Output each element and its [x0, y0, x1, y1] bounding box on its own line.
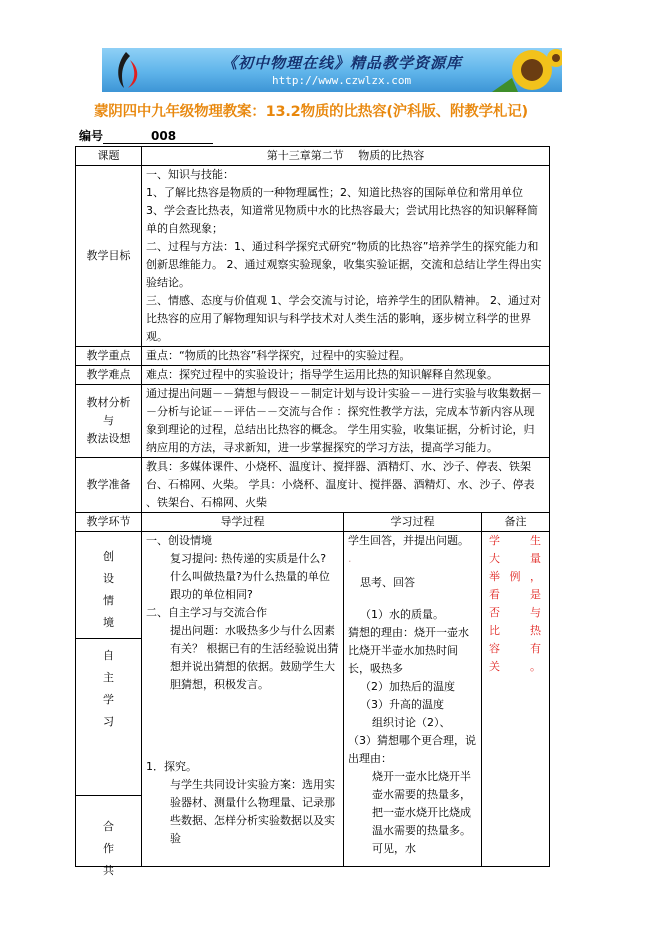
- analysis-label-line: 教材分析: [86, 396, 131, 409]
- goals-line: 一、知识与技能：: [146, 168, 234, 181]
- key-label: 教学重点: [76, 347, 142, 366]
- guide-line: 1．探究。: [146, 760, 197, 773]
- analysis-label-line: 与: [103, 414, 114, 427]
- learn-line: （2）加热后的温度: [360, 680, 455, 693]
- row-prep: [76, 458, 550, 513]
- difficulty-value: 难点：探究过程中的实验设计；指导学生运用比热的知识解释自然现象。: [142, 366, 550, 385]
- stage-header: 教学环节: [76, 513, 142, 532]
- learn-line: （1）水的质量。: [360, 608, 444, 621]
- note-line: 举例，: [489, 570, 542, 583]
- guide-column: [142, 532, 344, 867]
- document-number-value: 008: [103, 129, 213, 144]
- stage-column: [76, 532, 142, 877]
- sunflower-icon: [492, 48, 562, 92]
- document-number: [79, 127, 213, 144]
- row-key: [76, 347, 550, 366]
- course-value: 第十三章第二节 物质的比热容: [142, 147, 550, 166]
- learn-line: 烧开一壶水比烧开半壶水需要的热量多，把一壶水烧开比烧成温水需要的热量多。可见，水: [372, 770, 471, 855]
- goals-line: 1、了解比热容是物质的一种物理属性；2、知道比热容的国际单位和常用单位: [146, 186, 523, 199]
- prep-value: 教具：多媒体课件、小烧杯、温度计、搅拌器、酒精灯、水、沙子、停表、铁架台、石棉网、火柴。 学具：小烧杯、温度计、搅拌器、酒精灯、水、沙子、停表 、铁架台、石棉网、火柴: [142, 458, 550, 513]
- course-label: 课题: [76, 147, 142, 166]
- stage-create-scene: 创 设 情 境: [76, 532, 141, 639]
- key-value: 重点：“物质的比热容”科学探究，过程中的实验过程。: [142, 347, 550, 366]
- difficulty-label: 教学难点: [76, 366, 142, 385]
- note-line: 学生: [489, 534, 542, 547]
- goals-line: 3、学会查比热表，知道常见物质中水的比热容最大；尝试用比热容的知识解释简单的自然现象；: [146, 204, 538, 235]
- goals-label: 教学目标: [76, 166, 142, 347]
- banner-title: 《初中物理在线》精品教学资源库: [222, 54, 463, 72]
- stage-cooperation: 合 作 共: [103, 820, 114, 877]
- guide-line: 二、自主学习与交流合作: [146, 606, 267, 619]
- row-goals: [76, 166, 550, 347]
- learn-line: 思考、回答: [360, 576, 415, 589]
- note-line: 比热: [489, 624, 542, 637]
- banner-url: http://www.czwlzx.com: [272, 74, 412, 87]
- row-analysis: [76, 385, 550, 458]
- guide-header: 导学过程: [142, 513, 344, 532]
- document-number-label: 编号: [79, 129, 104, 143]
- note-column: [482, 532, 550, 867]
- learn-line: 组织讨论（2）、: [372, 716, 451, 729]
- learn-dot: .: [348, 552, 352, 565]
- learn-line: 学生回答，并提出问题。: [348, 534, 469, 547]
- analysis-label-line: 教法设想: [86, 432, 131, 445]
- analysis-value: 通过提出问题－－猜想与假设－－制定计划与设计实验－－进行实验与收集数据－－分析与论证－－评估－－交流与合作 ：探究性教学方法，完成本节新内容从现象到理论的过程，总结出比热容的概念。 学生用实验，收集证据，分析讨论，归纳应用的方法，寻求新知，进一步掌握探究的学习方法，提高学习能力。: [142, 385, 550, 458]
- note-line: 容有: [489, 642, 542, 655]
- guide-line: 提出问题：水吸热多少与什么因素有关？ 根据已有的生活经验说出猜想并说出猜想的依据。鼓励学生大胆猜想，积极发言。: [170, 624, 339, 691]
- row-difficulty: [76, 366, 550, 385]
- note-line: 看是: [489, 588, 542, 601]
- process-body-row: [76, 532, 550, 867]
- site-banner: [102, 48, 562, 92]
- guide-line: 与学生共同设计实验方案：选用实验器材、测量什么物理量、记录那些数据、怎样分析实验数据以及实验: [170, 778, 335, 845]
- note-line: 关。: [489, 660, 542, 673]
- guide-line: 一、创设情境: [146, 534, 212, 547]
- learn-column: [344, 532, 482, 867]
- process-header-row: [76, 513, 550, 532]
- document-title: 蒙阴四中九年级物理教案：13.2物质的比热容(沪科版、附教学札记): [94, 104, 528, 120]
- guide-line: 复习提问: 热传递的实质是什么? 什么叫做热量?为什么热量的单位跟功的单位相同?: [170, 552, 330, 601]
- goals-line: 二、过程与方法：1、通过科学探究式研究“物质的比热容”培养学生的探究能力和创新思维能力。 2、通过观察实验现象，收集实验证据，交流和总结让学生得出实验结论。: [146, 240, 542, 289]
- lesson-plan-table: [75, 146, 550, 877]
- goals-line: 三、情感、态度与价值观 1、学会交流与讨论，培养学生的团队精神。 2、通过对比热容的应用了解物理知识与科学技术对人类生活的影响，逐步树立科学的世界观。: [146, 294, 541, 343]
- site-logo-icon: [112, 50, 144, 90]
- prep-label: 教学准备: [76, 458, 142, 513]
- analysis-label: [76, 385, 142, 458]
- learn-line: （3）升高的温度: [360, 698, 444, 711]
- learn-line: （3）猜想哪个更合理，说出理由：: [348, 734, 476, 765]
- learn-line: 猜想的理由：烧开一壶水比烧开半壶水加热时间长，吸热多: [348, 626, 469, 675]
- goals-content: [142, 166, 550, 347]
- note-header: 备注: [482, 513, 550, 532]
- note-line: 大量: [489, 552, 542, 565]
- learn-header: 学习过程: [344, 513, 482, 532]
- note-line: 否与: [489, 606, 542, 619]
- row-course: [76, 147, 550, 166]
- stage-self-study: 自 主 学 习: [76, 639, 141, 796]
